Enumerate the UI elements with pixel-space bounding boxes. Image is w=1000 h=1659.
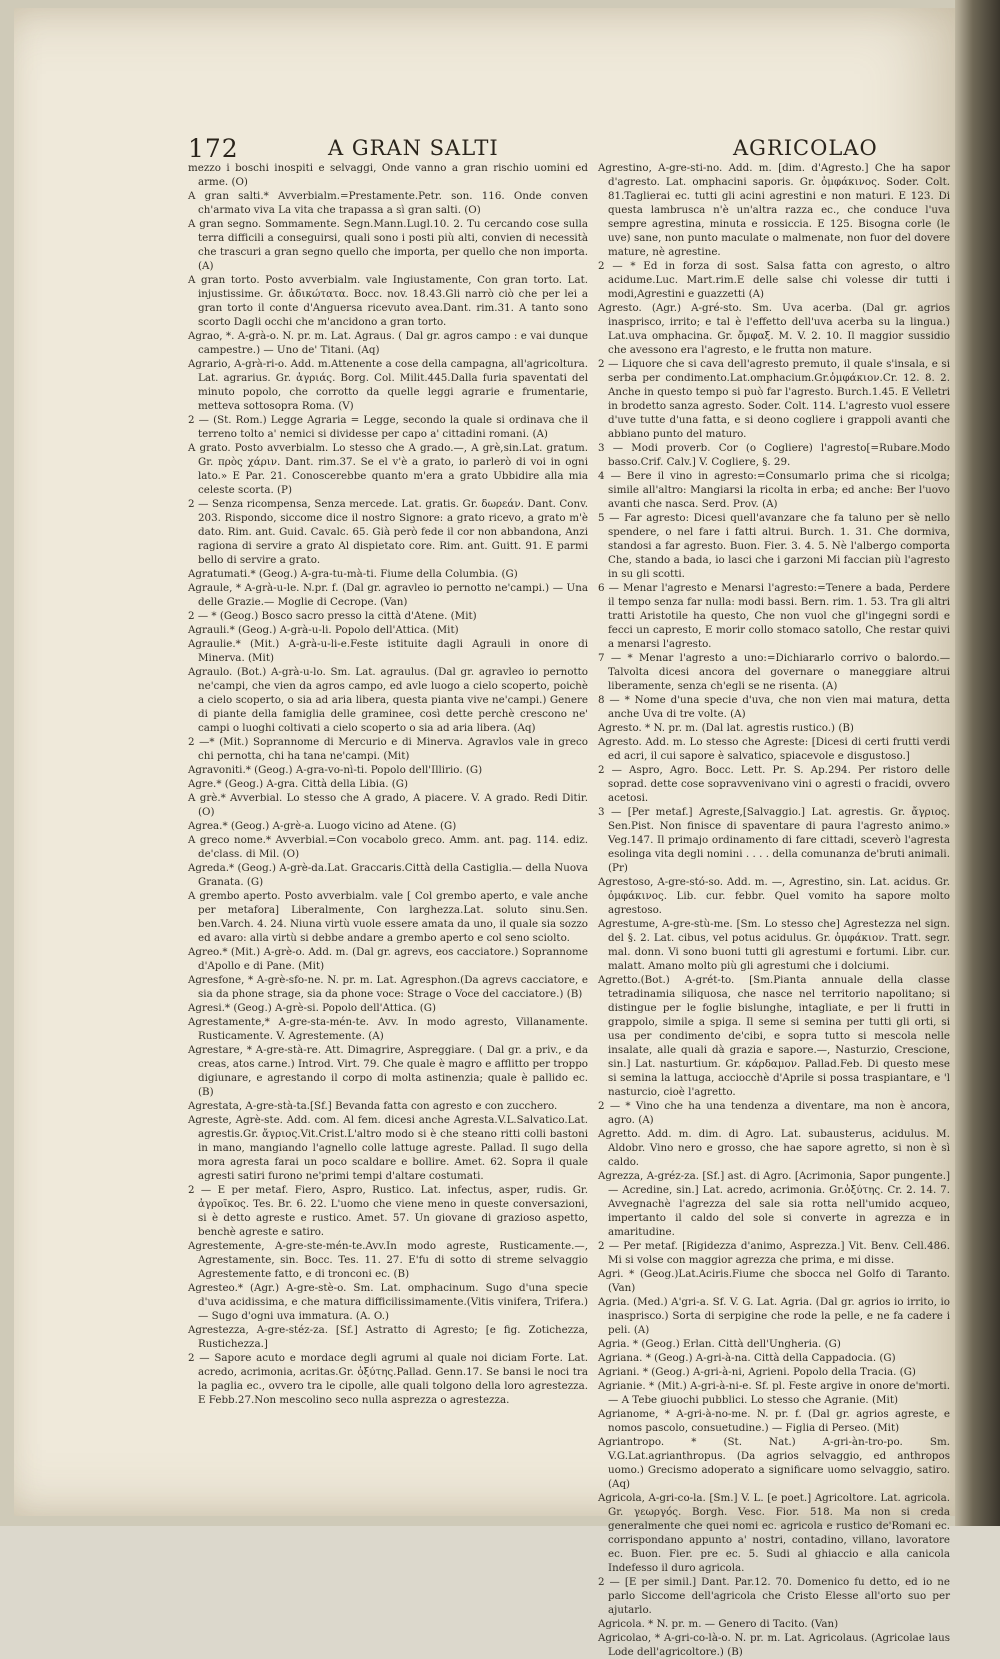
dictionary-entry: 2 — * Vino che ha una tendenza a diventare, ma non è ancora, agro. (A) [598, 1100, 950, 1126]
dictionary-entry: A gran torto. Posto avverbialm. vale Ingiustamente, Con gran torto. Lat. injustissime. Gr. ἀδικώτατα. Bocc. nov. 18.43.Gli narrò ciò che per lei a gran torto il conte d'Anguersa ricevuto avea.Dant. rim.31. A tanto sono scorto Dagli occhi che m'ancidono a gran torto. [188, 274, 588, 328]
dictionary-entry: Agresto. * N. pr. m. (Dal lat. agrestis rustico.) (B) [598, 722, 854, 734]
dictionary-entry: Agrestezza, A-gre-stéz-za. [Sf.] Astratto di Agresto; [e fig. Zotichezza, Rustichezza.] [188, 1324, 588, 1350]
dictionary-entry: Agraulo. (Bot.) A-grà-u-lo. Sm. Lat. agraulus. (Dal gr. agravleo io pernotto ne'campi, che vien da agros campo, ed avle luogo a cielo scoperto, poichè a cielo scoperto, o sia ad aria libera, questa pianta vive ne'campi.) Genere di piante della famiglia delle graminee, così dette perchè crescono ne' campi o luoghi coltivati a cielo scoperto o sia ad aria libera. (Aq) [188, 666, 588, 734]
dictionary-entry: 5 — Far agresto: Dicesi quell'avanzare che fa taluno per sè nello spendere, o nel fare i fatti altrui. Burch. 1. 31. Che dormiva, standosi a far agresto. Buon. Fier. 3. 4. 5. Nè l'albergo comporta Che, stando a bada, io lasci che i garzoni Mi faccian più l'agresto in su gli scotti. [598, 512, 950, 580]
dictionary-entry: Agresto. Add. m. Lo stesso che Agreste: [Dicesi di certi frutti verdi ed acri, il cui sapore è salvatico, spiacevole e disgustoso.] [598, 736, 950, 762]
dictionary-entry: Agrestemente, A-gre-ste-mén-te.Avv.In modo agreste, Rusticamente.—, Agrestamente, sin. Bocc. Tes. 11. 27. E'fu di sotto di streme selvaggio Agrestemente fatto, e di tronconi ec. (B) [188, 1240, 588, 1280]
dictionary-entry: Agrestoso, A-gre-stó-so. Add. m. —, Agrestino, sin. Lat. acidus. Gr. ὀμφάκινος. Lib. cur. febbr. Quel vomito ha sapore molto agrestoso. [598, 876, 950, 916]
dictionary-entry: Agricolao, * A-gri-co-là-o. N. pr. m. Lat. Agricolaus. (Agricolae laus Lode dell'agricoltore.) (B) [598, 1632, 950, 1658]
dictionary-entry: Agrao, *. A-grà-o. N. pr. m. Lat. Agraus. ( Dal gr. agros campo : e vai dunque campestre.) — Uno de' Titani. (Aq) [188, 330, 588, 356]
dictionary-entry: Agrestare, * A-gre-stà-re. Att. Dimagrire, Aspreggiare. ( Dal gr. a priv., e da creas, atos carne.) Introd. Virt. 79. Che quale è magro e afflitto per troppo digiunare, e agrestando il corpo di molta astinenzia; quale è pallido ec. (B) [188, 1044, 588, 1098]
dictionary-entry: 8 — * Nome d'una specie d'uva, che non vien mai matura, detta anche Uva di tre volte. (A) [598, 694, 950, 720]
dictionary-entry: Agreda.* (Geog.) A-grè-da.Lat. Graccaris.Città della Castiglia.— della Nuova Granata. (G) [188, 862, 588, 888]
dictionary-entry: 2 — * Ed in forza di sost. Salsa fatta con agresto, o altro acidume.Luc. Mart.rim.E delle salse chi volesse dir tutti i modi,Agrestini e guazzetti (A) [598, 260, 950, 300]
dictionary-entry: Agriani. * (Geog.) A-gri-à-ni, Agrieni. Popolo della Tracia. (G) [598, 1366, 916, 1378]
dictionary-entry: 3 — Modi proverb. Cor (o Cogliere) l'agresto[=Rubare.Modo basso.Crif. Calv.] V. Cogliere, §. 29. [598, 442, 950, 468]
right-text-column [598, 161, 950, 1658]
left-text-column [188, 161, 588, 1406]
page-number: 172 [188, 134, 239, 163]
dictionary-entry: A grè.* Avverbial. Lo stesso che A grado, A piacere. V. A grado. Redi Ditir. (O) [188, 792, 588, 818]
dictionary-entry: Agre.* (Geog.) A-gra. Città della Libia. (G) [188, 778, 409, 790]
dictionary-entry: A gran salti.* Avverbialm.=Prestamente.Petr. son. 116. Onde conven ch'armato viva La vita che trapassa a sì gran salti. (O) [188, 190, 588, 216]
dictionary-entry: 2 — * (Geog.) Bosco sacro presso la città d'Atene. (Mit) [188, 610, 477, 622]
dictionary-entry: Agriana. * (Geog.) A-gri-à-na. Città della Cappadocia. (G) [598, 1352, 896, 1364]
dictionary-entry: Agriantropo. * (St. Nat.) A-gri-àn-tro-po. Sm. V.G.Lat.agrianthropus. (Da agrios selvaggio, ed anthropos uomo.) Grecismo adoperato a significare uomo selvaggio, satiro. (Aq) [598, 1436, 950, 1490]
dictionary-entry: Agrianie. * (Mit.) A-gri-à-ni-e. Sf. pl. Feste argive in onore de'morti.— A Tebe giuochi pubblici. Lo stesso che Agranie. (Mit) [598, 1380, 950, 1406]
dictionary-entry: Agricola, A-gri-co-la. [Sm.] V. L. [e poet.] Agricoltore. Lat. agricola. Gr. γεωργός. Borgh. Vesc. Fior. 518. Ma non si creda generalmente che quei nomi ec. agricola e rustico de'Romani ec. corrispondano appunto a' nostri, contadino, villano, lavoratore ec. Buon. Fier. pre ec. 5. Sudi al ghiaccio e alla canicola Indefesso il duro agricola. [598, 1492, 950, 1574]
running-header [188, 134, 948, 164]
dictionary-entry: 6 — Menar l'agresto e Menarsi l'agresto:=Tenere a bada, Perdere il tempo senza far nulla: modi bassi. Bern. rim. 1. 53. Tra gli altri tratti Aristotile ha questo, Che non vuol che gl'ingegni sordi e fecci un capresto, E morir collo stomaco satollo, Che restar quivi a menarsi l'agresto. [598, 582, 950, 650]
page-gutter-edge [955, 0, 1000, 1526]
dictionary-entry: Agrianome, * A-gri-à-no-me. N. pr. f. (Dal gr. agrios agreste, e nomos pascolo, consuetudine.) — Figlia di Perseo. (Mit) [598, 1408, 950, 1434]
dictionary-entry: Agreo.* (Mit.) A-grè-o. Add. m. (Dal gr. agrevs, eos cacciatore.) Soprannome d'Apollo e di Pane. (Mit) [188, 946, 588, 972]
dictionary-entry: Agrauli.* (Geog.) A-grà-u-li. Popolo dell'Attica. (Mit) [188, 624, 459, 636]
dictionary-entry: 2 —* (Mit.) Soprannome di Mercurio e di Minerva. Agravlos vale in greco chi pernotta, chi ha tana ne'campi. (Mit) [188, 736, 588, 762]
dictionary-entry: Agretto.(Bot.) A-grét-to. [Sm.Pianta annuale della classe tetradinamia siliquosa, che nasce nel territorio napolitano; si distingue per le foglie bislunghe, intagliate, e per li frutti in grappolo, simile a spiga. Il seme si semina per tutti gli orti, si usa per condimento de'cibi, e sopra tutto si mescola nelle insalate, alle quali dà grazia e sapore.—, Nasturzio, Crescione, sin.] Lat. nasturtium. Gr. κάρδαμον. Pallad.Feb. Di questo mese si semina la lattuga, acciocchè d'Aprile si possa traspiantare, e 'l nasturcio, cioè l'agretto. [598, 974, 950, 1098]
dictionary-entry: Agricola. * N. pr. m. — Genero di Tacito. (Van) [598, 1618, 839, 1630]
dictionary-entry: Agria. (Med.) A'gri-a. Sf. V. G. Lat. Agria. (Dal gr. agrios io irrito, io inasprisco.) Sorta di serpigine che rode la pelle, e ne fa cadere i peli. (A) [598, 1296, 950, 1336]
dictionary-entry: Agrestume, A-gre-stù-me. [Sm. Lo stesso che] Agrestezza nel sign. del §. 2. Lat. cibus, vel potus acidulus. Gr. ὀμφάκιον. Tratt. segr. mal. donn. Vi sono buoni tutti gli agrestumi e fortumi. Libr. cur. malatt. Amano molto più gli agrestumi che i dolciumi. [598, 918, 950, 972]
dictionary-entry: Agrestata, A-gre-stà-ta.[Sf.] Bevanda fatta con agresto e con zucchero. [188, 1100, 558, 1112]
dictionary-entry: A grato. Posto avverbialm. Lo stesso che A grado.—, A grè,sin.Lat. gratum. Gr. πρὸς χάριν. Dant. rim.37. Se el v'è a grato, io parlerò di voi in ogni lato.» E Par. 21. Conoscerebbe quanto m'era a grato Ubbidire alla mia celeste scorta. (P) [188, 442, 588, 496]
dictionary-entry: A grembo aperto. Posto avverbialm. vale [ Col grembo aperto, e vale anche per metafora] Liberalmente, Con larghezza.Lat. soluto sinu.Sen. ben.Varch. 4. 24. Niuna virtù vuole essere amata da uno, il quale sia sozzo ed avaro: alla virtù si debbe andare a grembo aperto e col seno sciolto. [188, 890, 588, 944]
dictionary-entry: 2 — Senza ricompensa, Senza mercede. Lat. gratis. Gr. δωρεάν. Dant. Conv. 203. Rispondo, siccome dice il nostro Signore: a grato ricevo, a grato m'è dato. Rim. ant. Guid. Cavalc. 65. Già però fede il cor non abbandona, Anzi ragiona di servire a grato Al dispietato core. Rim. ant. Guitt. 91. E parmi bello di servire a grato. [188, 498, 588, 566]
dictionary-entry: Agri. * (Geog.)Lat.Aciris.Fiume che sbocca nel Golfo di Taranto. (Van) [598, 1268, 950, 1294]
right-running-head: AGRICOLAO [733, 136, 878, 160]
dictionary-entry: Agreste, Agrè-ste. Add. com. Al fem. dicesi anche Agresta.V.L.Salvatico.Lat. agrestis.Gr. ἄγριος.Vit.Crist.L'altro modo si è che steano ritti colli bastoni in mano, mangiando l'agnello colle lattuge agreste. Pallad. Il sugo della mora agresta farai un poco scaldare e bollire. Amet. 62. Sopra il quale agresti satiri furono ne'primi tempi d'altare costumati. [188, 1114, 588, 1182]
dictionary-entry: Agria. * (Geog.) Erlan. Città dell'Ungheria. (G) [598, 1338, 841, 1350]
dictionary-entry: A gran segno. Sommamente. Segn.Mann.Lugl.10. 2. Tu cercando cose sulla terra difficili a conseguirsi, quali sono i posti più alti, convien di necessità che trascuri a gran segno quello che importa, per quello che non importa. (A) [188, 218, 588, 272]
dictionary-entry: Agretto. Add. m. dim. di Agro. Lat. subausterus, acidulus. M. Aldobr. Vino nero e grosso, che hae sapore agretto, si non è sì caldo. [598, 1128, 950, 1168]
dictionary-entry: Agresfone, * A-grè-sfo-ne. N. pr. m. Lat. Agresphon.(Da agrevs cacciatore, e sia da phone strage, sia da phone voce: Strage o Voce del cacciatore.) (B) [188, 974, 588, 1000]
dictionary-entry: 4 — Bere il vino in agresto:=Consumarlo prima che si ricolga; simile all'altro: Mangiarsi la ricolta in erba; ed anche: Ber l'uovo avanti che nasca. Serd. Prov. (A) [598, 470, 950, 510]
dictionary-entry: Agrestino, A-gre-sti-no. Add. m. [dim. d'Agresto.] Che ha sapor d'agresto. Lat. omphacini saporis. Gr. ὀμφάκινος. Soder. Colt. 81.Taglierai ec. tutti gli acini agrestini e non maturi. E 123. Di questa lambrusca n'è un'altra razza ec., che conduce l'uva sempre agrestina, minuta e rossiccia. E 125. Bisogna corle (le uve) sane, non punto maculate o malmenate, non fuor del dovere mature, nè agrestine. [598, 162, 950, 258]
dictionary-entry: 2 — Per metaf. [Rigidezza d'animo, Asprezza.] Vit. Benv. Cell.486. Mi si volse con maggior agrezza che prima, e mi disse. [598, 1240, 950, 1266]
dictionary-entry: Agrezza, A-gréz-za. [Sf.] ast. di Agro. [Acrimonia, Sapor pungente.]— Acredine, sin.] Lat. acredo, acrimonia. Gr.ὀξύτης. Cr. 2. 14. 7. Avvegnachè l'agrezza del sale sia rotta nell'umido acqueo, impertanto il caldo del sole si converte in agrezza e in amaritudine. [598, 1170, 950, 1238]
dictionary-entry: 2 — Sapore acuto e mordace degli agrumi al quale noi diciam Forte. Lat. acredo, acrimonia, acritas.Gr. ὀξύτης.Pallad. Genn.17. Se bansi le noci tra la paglia ec., ovvero tra le cipolle, alle quali tolgono della loro agrestezza. E Febb.27.Non mescolino seco nulla asprezza o agrestezza. [188, 1352, 588, 1406]
dictionary-entry: Agraulie.* (Mit.) A-grà-u-li-e.Feste istituite dagli Agrauli in onore di Minerva. (Mit) [188, 638, 588, 664]
dictionary-entry: A greco nome.* Avverbial.=Con vocabolo greco. Amm. ant. pag. 114. ediz. de'class. di Mil. (O) [188, 834, 588, 860]
dictionary-entry: Agratumati.* (Geog.) A-gra-tu-mà-ti. Fiume della Columbia. (G) [188, 568, 518, 580]
dictionary-entry: Agraule, * A-grà-u-le. N.pr. f. (Dal gr. agravleo io pernotto ne'campi.) — Una delle Grazie.— Moglie di Cecrope. (Van) [188, 582, 588, 608]
dictionary-entry: Agrario, A-grà-ri-o. Add. m.Attenente a cose della campagna, all'agricoltura. Lat. agrarius. Gr. ἀγριάς. Borg. Col. Milit.445.Dalla furia spaventati del minuto popolo, che corrotto da quelle leggi agrarie e frumentarie, metteva sottosopra Roma. (V) [188, 358, 588, 412]
dictionary-entry: 2 — E per metaf. Fiero, Aspro, Rustico. Lat. infectus, asper, rudis. Gr. ἀγροῖκος. Tes. Br. 6. 22. L'uomo che viene meno in queste conversazioni, si è detto agreste e rustico. Amet. 57. Un giovane di grazioso aspetto, benchè agreste e satiro. [188, 1184, 588, 1238]
dictionary-entry: 2 — Aspro, Agro. Bocc. Lett. Pr. S. Ap.294. Per ristoro delle soprad. dette cose sopravvenivano vini o agresti o fracidi, ovvero acetosi. [598, 764, 950, 804]
dictionary-entry: Agresteo.* (Agr.) A-gre-stè-o. Sm. Lat. omphacinum. Sugo d'una specie d'uva acidissima, e che matura difficilissimamente.(Vitis vinifera, Trifera.) — Sugo d'ogni uva immatura. (A. O.) [188, 1282, 588, 1322]
left-running-head: A GRAN SALTI [328, 136, 499, 160]
dictionary-entry: 7 — * Menar l'agresto a uno:=Dichiararlo corrivo o balordo.— Talvolta dicesi ancora del governare o maneggiare altrui liberamente, senza ch'egli se ne risenta. (A) [598, 652, 950, 692]
dictionary-entry: mezzo i boschi inospiti e selvaggi, Onde vanno a gran rischio uomini ed arme. (O) [188, 162, 588, 188]
dictionary-entry: Agresto. (Agr.) A-gré-sto. Sm. Uva acerba. (Dal gr. agrios inasprisco, irrito; e tal è l'effetto dell'uva acerba su la lingua.) Lat.uva omphacina. Gr. ὄμφαξ. M. V. 2. 10. Il maggior sussidio che avessono era l'agresto, e le frutta non mature. [598, 302, 950, 356]
dictionary-entry: 2 — Liquore che si cava dell'agresto premuto, il quale s'insala, e si serba per condimento.Lat.omphacium.Gr.ὀμφάκιον.Cr. 12. 8. 2. Anche in questo tempo si può far l'agresto. Burch.1.45. E Velletri in brodetto sanza agresto. Soder. Colt. 114. L'agresto vuol essere d'uve tutte d'una fatta, e si deono cogliere i grappoli avanti che abbiano punto del maturo. [598, 358, 950, 440]
dictionary-entry: Agrea.* (Geog.) A-grè-a. Luogo vicino ad Atene. (G) [188, 820, 457, 832]
dictionary-entry: Agrestamente,* A-gre-sta-mén-te. Avv. In modo agresto, Villanamente. Rusticamente. V. Agrestemente. (A) [188, 1016, 588, 1042]
dictionary-entry: Agresi.* (Geog.) A-grè-si. Popolo dell'Attica. (G) [188, 1002, 437, 1014]
dictionary-entry: Agravoniti.* (Geog.) A-gra-vo-nì-ti. Popolo dell'Illirio. (G) [188, 764, 483, 776]
dictionary-entry: 3 — [Per metaf.] Agreste,[Salvaggio.] Lat. agrestis. Gr. ἄγριος. Sen.Pist. Non finisce di spaventare di paura l'agresto animo.» Veg.147. Il primajo ordinamento di fare cittadi, sceverò l'agresta esolinga vita degli nomini . . . . della comunanza de'bruti animali. (Pr) [598, 806, 950, 874]
dictionary-entry: 2 — [E per simil.] Dant. Par.12. 70. Domenico fu detto, ed io ne parlo Siccome dell'agricola che Cristo Elesse all'orto suo per ajutarlo. [598, 1576, 950, 1616]
dictionary-entry: 2 — (St. Rom.) Legge Agraria = Legge, secondo la quale si ordinava che il terreno tolto a' nemici si dividesse per capo a' cittadini romani. (A) [188, 414, 588, 440]
